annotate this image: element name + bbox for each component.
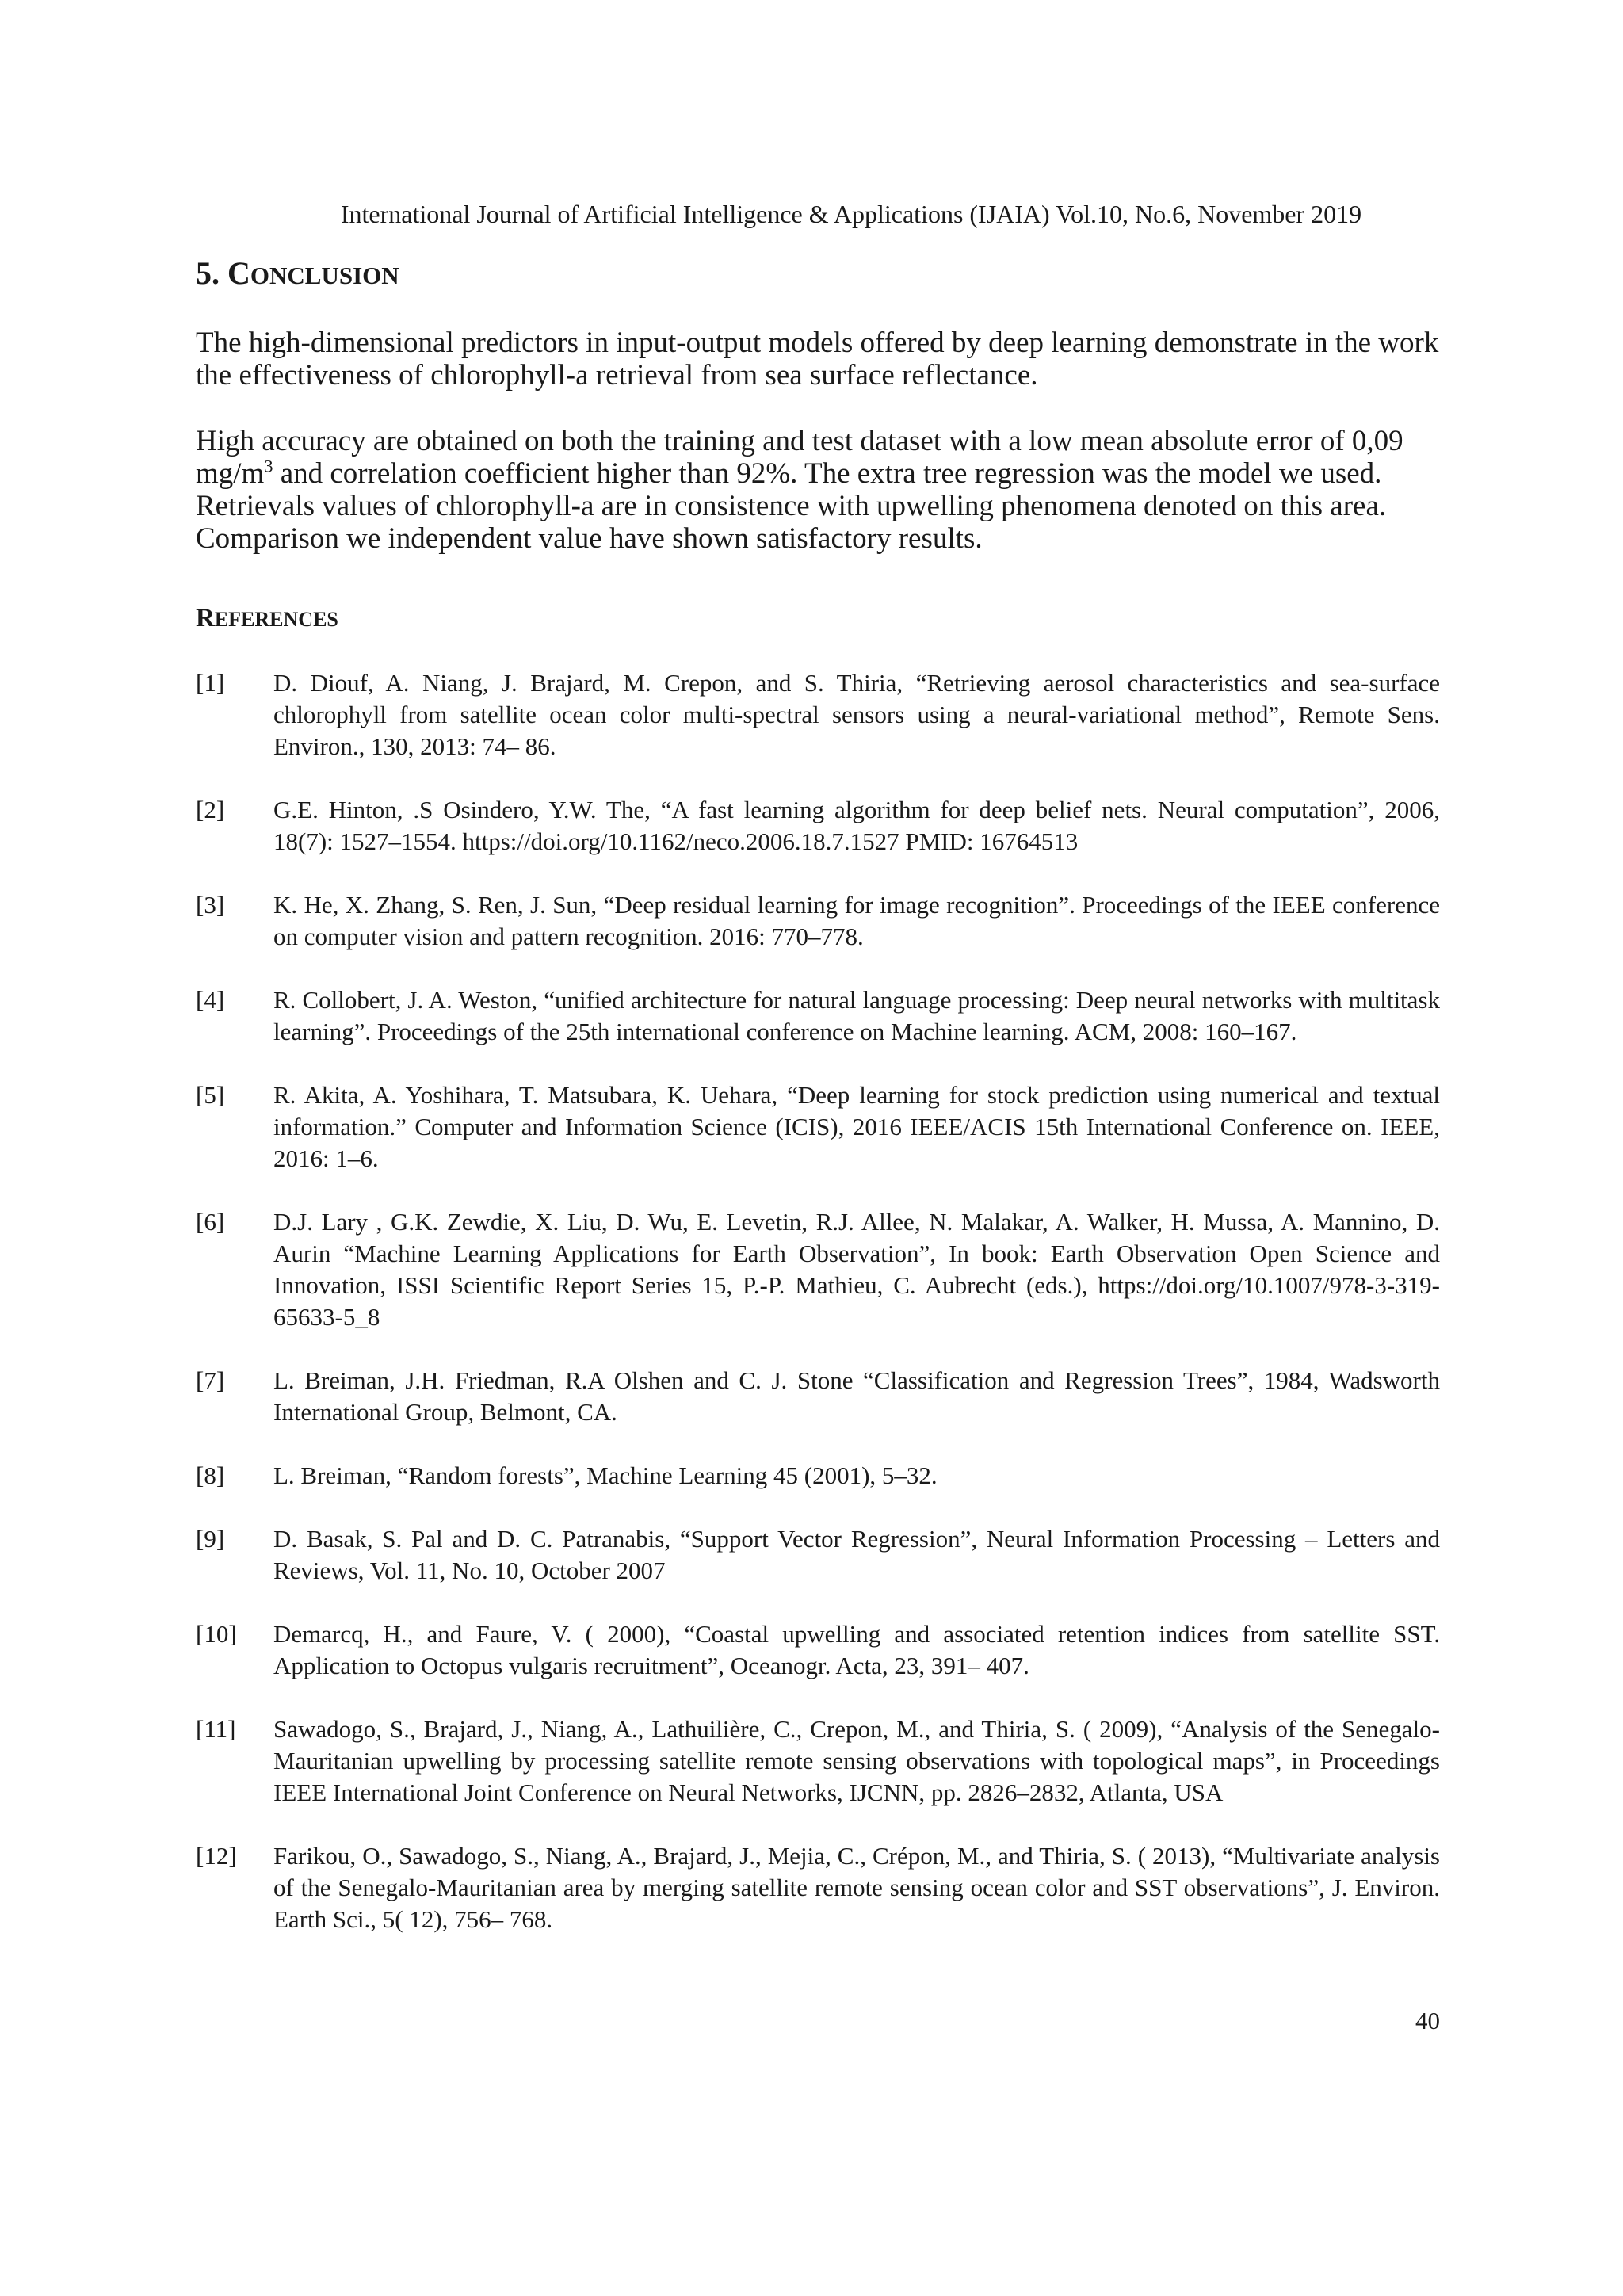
reference-item — [196, 1713, 1440, 1809]
heading-initial: R — [196, 604, 215, 632]
reference-number: [5] — [196, 1081, 225, 1109]
reference-item — [196, 1618, 1440, 1682]
heading-rest: EFERENCES — [214, 608, 338, 631]
reference-text: R. Collobert, J. A. Weston, “unified architecture for natural language processing: Deep neural networks with multitask learning”. Proceedings of the 25th international conference on Machine learning. ACM, 2008: 160–167. — [273, 986, 1440, 1045]
reference-text: L. Breiman, “Random forests”, Machine Learning 45 (2001), 5–32. — [273, 1461, 938, 1489]
reference-number: [3] — [196, 891, 225, 919]
superscript-3: 3 — [264, 456, 273, 476]
paragraph-2-part-b: and correlation coefficient higher than 92%. The extra tree regression was the model we used. Retrievals values of chlorophyll-a are in consistence with upwelling phenomena denoted on this area. Comparison we independent value have shown satisfactory results. — [196, 457, 1387, 555]
reference-number: [10] — [196, 1620, 237, 1648]
running-header: International Journal of Artificial Intelligence & Applications (IJAIA) Vol.10, No.6, November 2019 — [340, 200, 1362, 228]
paragraph-2-part-a: High accuracy are obtained on both the training and test dataset with a low mean absolute error of 0,09 mg/m — [196, 425, 1403, 490]
conclusion-paragraph-2 — [196, 425, 1440, 555]
conclusion-paragraph-1: The high-dimensional predictors in input-output models offered by deep learning demonstrate in the work the effectiveness of chlorophyll-a retrieval from sea surface reflectance. — [196, 327, 1439, 392]
reference-number: [4] — [196, 986, 225, 1014]
reference-text: D.J. Lary , G.K. Zewdie, X. Liu, D. Wu, E. Levetin, R.J. Allee, N. Malakar, A. Walker, H. Mussa, A. Mannino, D. Aurin “Machine Learning Applications for Earth Observation”, In book: Earth Observation Open Science and Innovation, ISSI Scientific Report Series 15, P.-P. Mathieu, C. Aubrecht (eds.), https://doi.org/10.1007/978-3-319-65633-5_8 — [273, 1208, 1440, 1331]
reference-item — [196, 794, 1440, 858]
reference-text: Sawadogo, S., Brajard, J., Niang, A., Lathuilière, C., Crepon, M., and Thiria, S. ( 2009), “Analysis of the Senegalo-Mauritanian upwelling by processing satellite remote sensing observations with topological maps”, in Proceedings IEEE International Joint Conference on Neural Networks, IJCNN, pp. 2826–2832, Atlanta, USA — [273, 1715, 1440, 1806]
section-heading-conclusion — [196, 254, 399, 296]
reference-number: [11] — [196, 1715, 236, 1743]
reference-number: [6] — [196, 1208, 225, 1236]
reference-text: L. Breiman, J.H. Friedman, R.A Olshen and C. J. Stone “Classification and Regression Trees”, 1984, Wadsworth International Group, Belmont, CA. — [273, 1366, 1440, 1426]
reference-item — [196, 1206, 1440, 1333]
section-number: 5. — [196, 255, 220, 291]
reference-item — [196, 1365, 1440, 1428]
reference-number: [7] — [196, 1366, 225, 1394]
reference-list — [196, 667, 1440, 1967]
reference-item — [196, 1079, 1440, 1175]
reference-item — [196, 889, 1440, 953]
reference-item — [196, 1523, 1440, 1587]
reference-number: [8] — [196, 1461, 225, 1489]
reference-item — [196, 667, 1440, 762]
reference-text: K. He, X. Zhang, S. Ren, J. Sun, “Deep residual learning for image recognition”. Proceedings of the IEEE conference on computer vision and pattern recognition. 2016: 770–778. — [273, 891, 1440, 950]
heading-initial: C — [227, 255, 250, 291]
heading-rest: ONCLUSION — [250, 262, 399, 289]
reference-number: [2] — [196, 796, 225, 823]
reference-item — [196, 984, 1440, 1048]
reference-text: G.E. Hinton, .S Osindero, Y.W. The, “A fast learning algorithm for deep belief nets. Neural computation”, 2006, 18(7): 1527–1554. https://doi.org/10.1162/neco.2006.18.7.1527 PMID: 16764513 — [273, 796, 1440, 855]
page-number: 40 — [1415, 2007, 1440, 2034]
reference-text: Farikou, O., Sawadogo, S., Niang, A., Brajard, J., Mejia, C., Crépon, M., and Thiria, S. ( 2013), “Multivariate analysis of the Senegalo-Mauritanian area by merging satellite remote sensing ocean color and SST observations”, J. Environ. Earth Sci., 5( 12), 756– 768. — [273, 1842, 1440, 1933]
reference-text: D. Basak, S. Pal and D. C. Patranabis, “Support Vector Regression”, Neural Information Processing – Letters and Reviews, Vol. 11, No. 10, October 2007 — [273, 1525, 1440, 1584]
reference-text: D. Diouf, A. Niang, J. Brajard, M. Crepon, and S. Thiria, “Retrieving aerosol characteristics and sea-surface chlorophyll from satellite ocean color multi-spectral sensors using a neural-variational method”, Remote Sens. Environ., 130, 2013: 74– 86. — [273, 669, 1440, 760]
section-heading-references — [196, 601, 338, 640]
reference-text: R. Akita, A. Yoshihara, T. Matsubara, K. Uehara, “Deep learning for stock prediction using numerical and textual information.” Computer and Information Science (ICIS), 2016 IEEE/ACIS 15th International Conference on. IEEE, 2016: 1–6. — [273, 1081, 1440, 1172]
reference-number: [1] — [196, 669, 225, 697]
reference-text: Demarcq, H., and Faure, V. ( 2000), “Coastal upwelling and associated retention indices from satellite SST. Application to Octopus vulgaris recruitment”, Oceanogr. Acta, 23, 391– 407. — [273, 1620, 1440, 1679]
reference-number: [9] — [196, 1525, 225, 1553]
reference-number: [12] — [196, 1842, 237, 1870]
reference-item — [196, 1840, 1440, 1935]
reference-item — [196, 1460, 1440, 1492]
